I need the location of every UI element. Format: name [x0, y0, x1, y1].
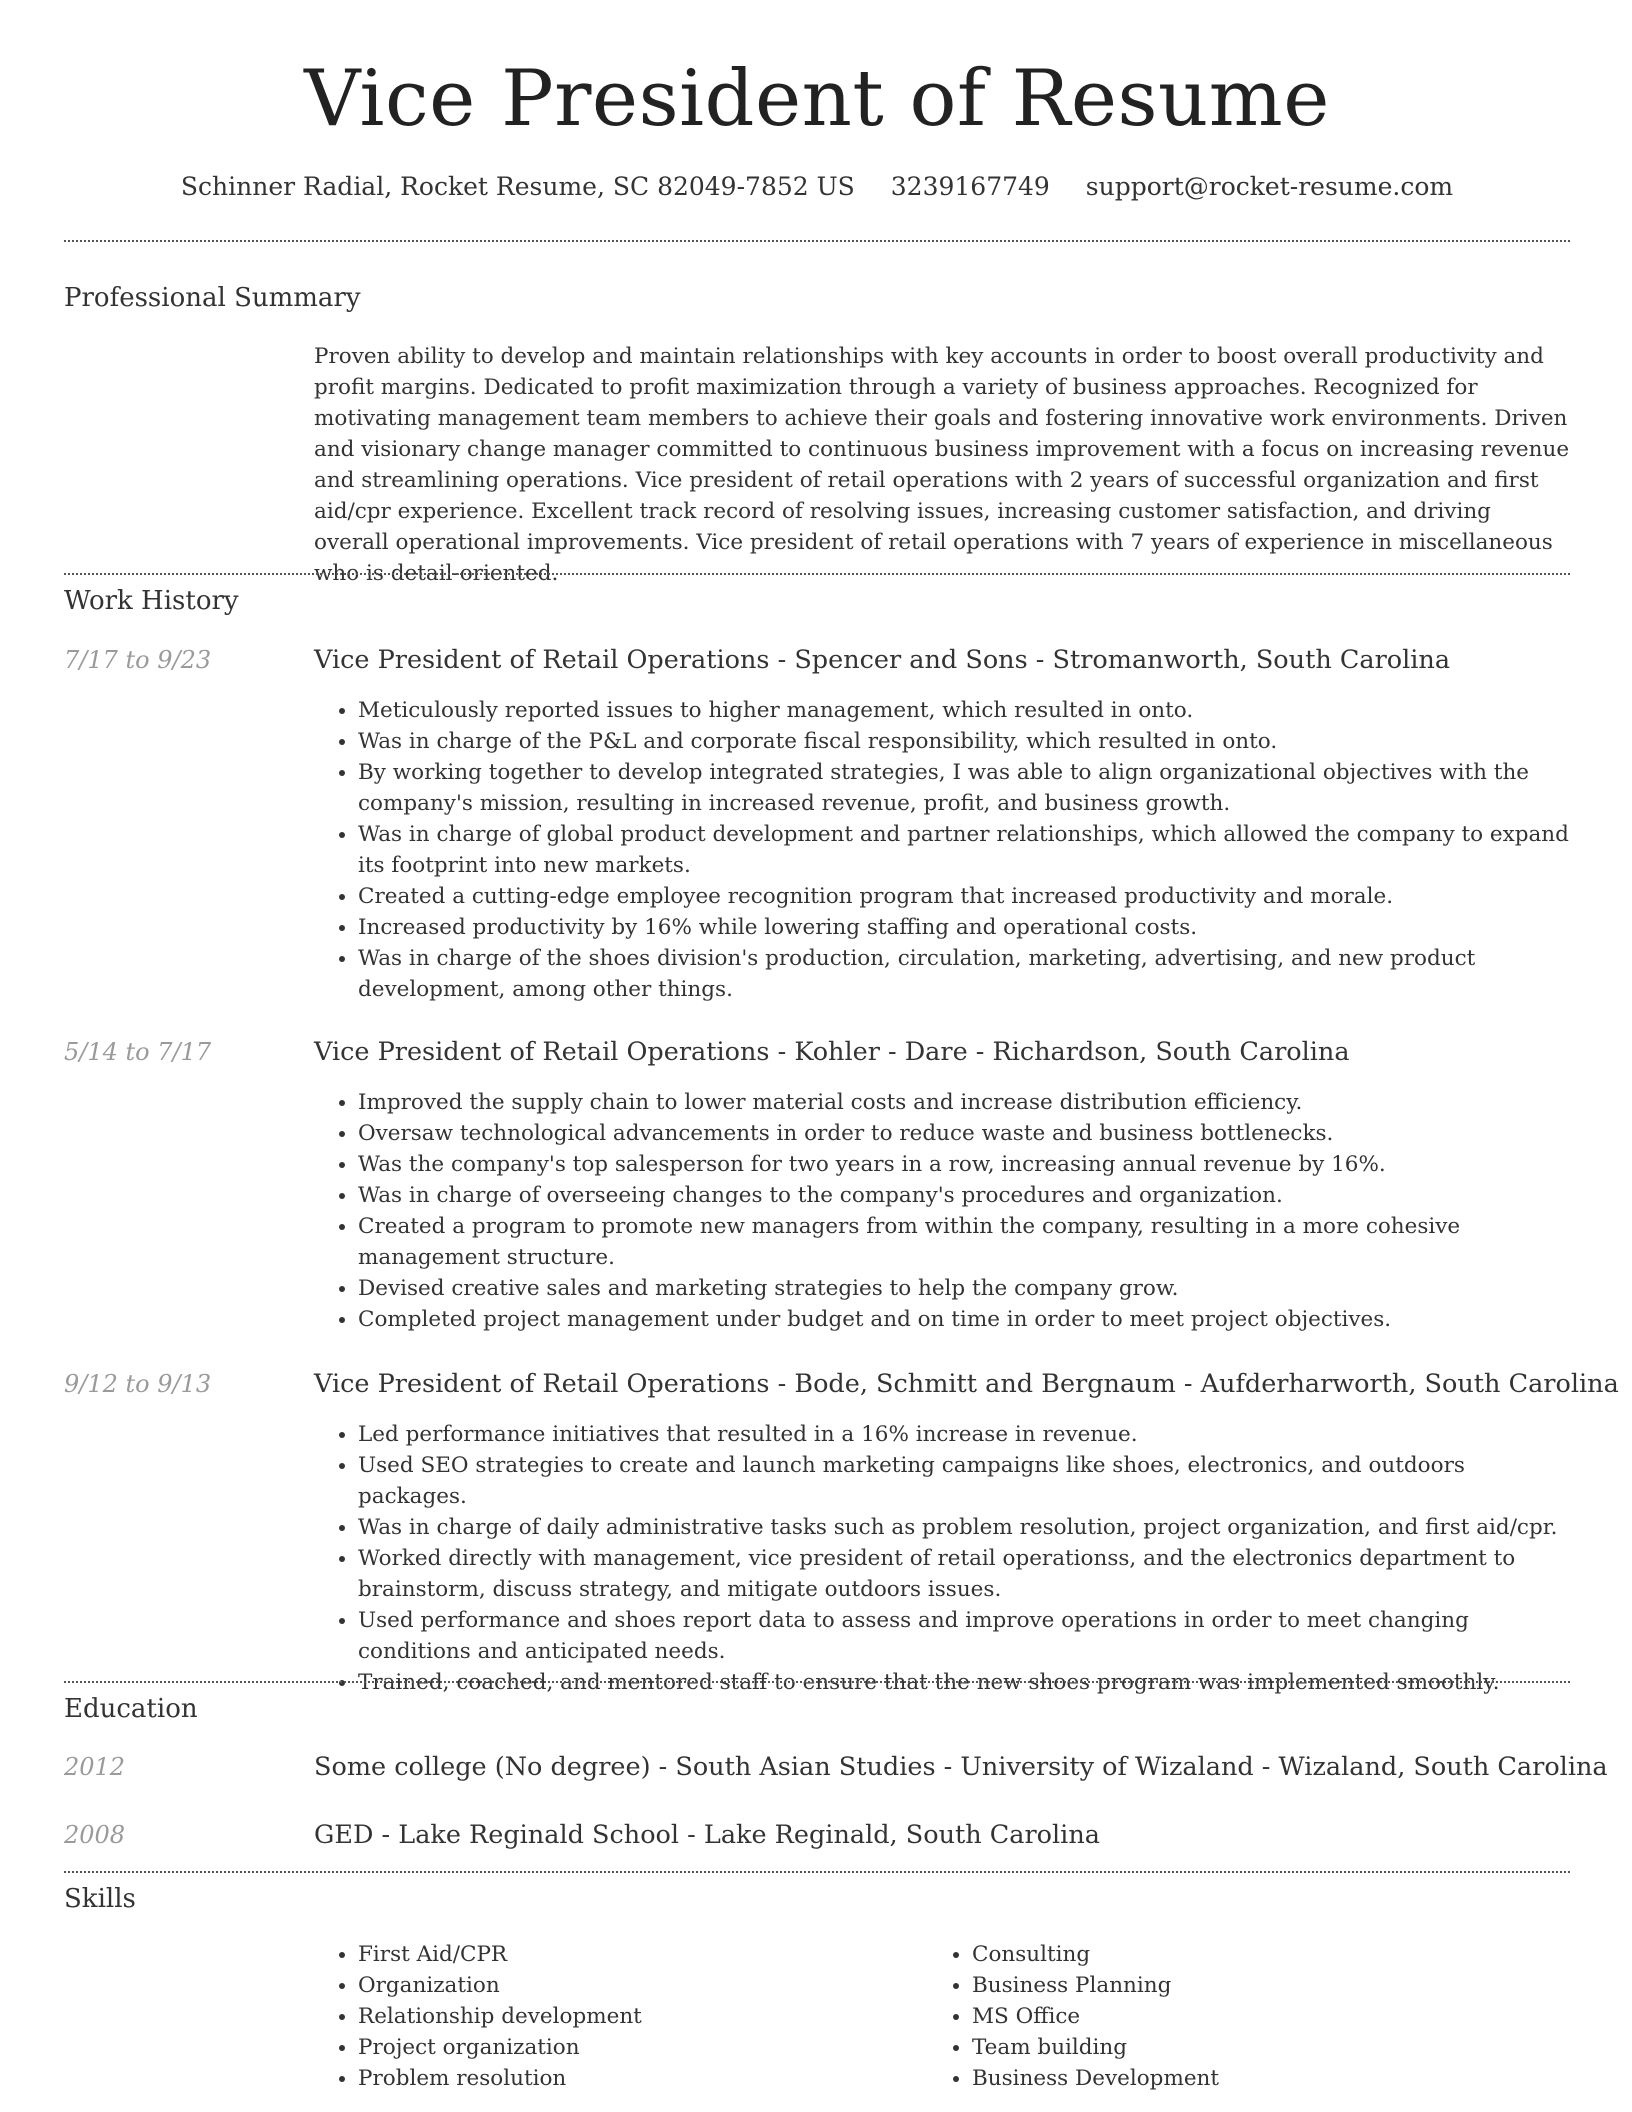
- contact-phone: 3239167749: [890, 172, 1050, 201]
- skills-list-right: [928, 1939, 1572, 2094]
- job-dates: 5/14 to 7/17: [64, 1038, 212, 1066]
- resume-name: Vice President of Resume: [304, 54, 1330, 144]
- education-entry: Some college (No degree) - South Asian Studies - University of Wizaland - Wizaland, South Carolina: [314, 1752, 1608, 1782]
- bullet-item: • Oversaw technological advancements in order to reduce waste and business bottlenecks.: [358, 1118, 1570, 1149]
- skill-item: • Business Development: [972, 2063, 1572, 2094]
- skill-item: • Project organization: [358, 2032, 928, 2063]
- skills-list-left: [314, 1939, 928, 2094]
- bullet-item: • Trained, coached, and mentored staff to ensure that the new shoes program was implemented smoothly.: [358, 1667, 1570, 1698]
- bullet-item: • Worked directly with management, vice president of retail operationss, and the electronics department to brainstorm, discuss strategy, and mitigate outdoors issues.: [358, 1543, 1570, 1605]
- skill-item: • Problem resolution: [358, 2063, 928, 2094]
- bullet-item: • Completed project management under budget and on time in order to meet project objectives.: [358, 1304, 1570, 1335]
- bullet-item: • Was in charge of overseeing changes to the company's procedures and organization.: [358, 1180, 1570, 1211]
- job-bullets: [314, 695, 1570, 1005]
- education-year: 2008: [64, 1821, 126, 1849]
- bullet-item: • Was in charge of global product development and partner relationships, which allowed the company to expand its footprint into new markets.: [358, 819, 1570, 881]
- divider: [64, 1681, 1570, 1683]
- job-title: Vice President of Retail Operations - Kohler - Dare - Richardson, South Carolina: [314, 1037, 1350, 1067]
- bullet-item: • Was the company's top salesperson for two years in a row, increasing annual revenue by 16%.: [358, 1149, 1570, 1180]
- bullet-item: • Was in charge of daily administrative tasks such as problem resolution, project organization, and first aid/cpr.: [358, 1512, 1570, 1543]
- bullet-item: • Led performance initiatives that resulted in a 16% increase in revenue.: [358, 1419, 1570, 1450]
- bullet-item: • Improved the supply chain to lower material costs and increase distribution efficiency.: [358, 1087, 1570, 1118]
- divider: [64, 240, 1570, 242]
- divider: [64, 1871, 1570, 1873]
- bullet-item: • Created a cutting-edge employee recognition program that increased productivity and morale.: [358, 881, 1570, 912]
- contact-email: support@rocket-resume.com: [1085, 172, 1454, 201]
- job-bullets: [314, 1087, 1570, 1335]
- skill-item: • MS Office: [972, 2001, 1572, 2032]
- bullet-item: • Was in charge of the shoes division's production, circulation, marketing, advertising, and new product development, among other things.: [358, 943, 1570, 1005]
- bullet-item: • Devised creative sales and marketing strategies to help the company grow.: [358, 1273, 1570, 1304]
- divider: [64, 573, 1570, 575]
- bullet-item: • Used performance and shoes report data to assess and improve operations in order to meet changing conditions and anticipated needs.: [358, 1605, 1570, 1667]
- education-year: 2012: [64, 1753, 126, 1781]
- bullet-item: • Used SEO strategies to create and launch marketing campaigns like shoes, electronics, and outdoors packages.: [358, 1450, 1570, 1512]
- bullet-item: • Was in charge of the P&L and corporate fiscal responsibility, which resulted in onto.: [358, 726, 1570, 757]
- job-bullets: [314, 1419, 1570, 1698]
- education-heading: Education: [64, 1694, 198, 1724]
- resume-page: [64, 0, 1619, 2091]
- skill-item: • First Aid/CPR: [358, 1939, 928, 1970]
- bullet-item: • Increased productivity by 16% while lowering staffing and operational costs.: [358, 912, 1570, 943]
- summary-heading: Professional Summary: [64, 283, 361, 313]
- work-history-heading: Work History: [64, 586, 239, 616]
- job-dates: 9/12 to 9/13: [64, 1370, 212, 1398]
- job-title: Vice President of Retail Operations - Spencer and Sons - Stromanworth, South Carolina: [314, 645, 1451, 675]
- skill-item: • Organization: [358, 1970, 928, 2001]
- skill-item: • Business Planning: [972, 1970, 1572, 2001]
- skill-item: • Relationship development: [358, 2001, 928, 2032]
- skills-heading: Skills: [64, 1884, 136, 1914]
- bullet-item: • Meticulously reported issues to higher management, which resulted in onto.: [358, 695, 1570, 726]
- contact-line: [64, 172, 1570, 201]
- bullet-item: • By working together to develop integrated strategies, I was able to align organizational objectives with the company's mission, resulting in increased revenue, profit, and business growth.: [358, 757, 1570, 819]
- summary-text: Proven ability to develop and maintain relationships with key accounts in order to boost overall productivity and profit margins. Dedicated to profit maximization through a variety of business approaches. Recognized for motivating management team members to achieve their goals and fostering innovative work environments. Driven and visionary change manager committed to continuous business improvement with a focus on increasing revenue and streamlining operations. Vice president of retail operations with 2 years of successful organization and first aid/cpr experience. Excellent track record of resolving issues, increasing customer satisfaction, and driving overall operational improvements. Vice president of retail operations with 7 years of experience in miscellaneous who is detail-oriented.: [314, 344, 1570, 586]
- job-dates: 7/17 to 9/23: [64, 646, 212, 674]
- bullet-item: • Created a program to promote new managers from within the company, resulting in a more cohesive management structure.: [358, 1211, 1570, 1273]
- skill-item: • Team building: [972, 2032, 1572, 2063]
- contact-address: Schinner Radial, Rocket Resume, SC 82049-7852 US: [180, 172, 855, 201]
- job-title: Vice President of Retail Operations - Bode, Schmitt and Bergnaum - Aufderharworth, South Carolina: [314, 1369, 1619, 1399]
- skill-item: • Consulting: [972, 1939, 1572, 1970]
- education-entry: GED - Lake Reginald School - Lake Reginald, South Carolina: [314, 1820, 1100, 1850]
